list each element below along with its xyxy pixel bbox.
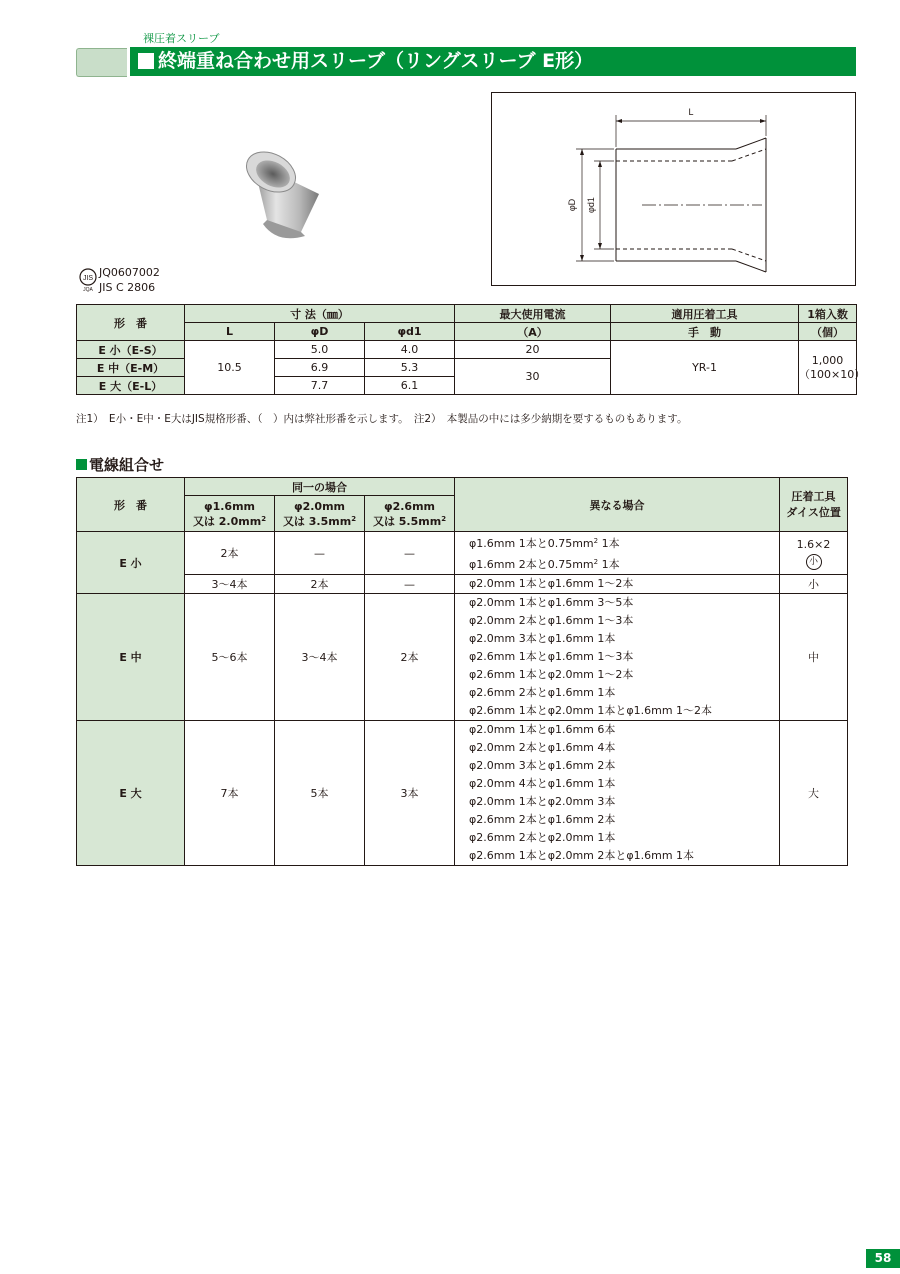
combo-header-same: 同一の場合 bbox=[185, 478, 455, 496]
spec-d1: 6.1 bbox=[365, 377, 455, 395]
combo-row-small-2 bbox=[77, 575, 848, 594]
standard-code-jis: JIS C 2806 bbox=[99, 281, 156, 294]
spec-note: 注1） E小・E中・E大はJIS規格形番、（ ）内は弊社形番を示します。 注2） 本製品の中には多少納期を要するものもあります。 bbox=[76, 413, 688, 425]
standard-code-jq: JQ0607002 bbox=[99, 266, 160, 279]
category-label: 裸圧着スリーブ bbox=[143, 32, 220, 45]
spec-header-tool: 適用圧着工具 bbox=[611, 305, 799, 323]
diff-line: φ2.0mm 1本とφ2.0mm 3本 bbox=[469, 795, 616, 808]
spec-header-model: 形 番 bbox=[77, 305, 185, 341]
combo-row-small-1 bbox=[77, 532, 848, 575]
diff-line: φ2.6mm 1本とφ2.0mm 1〜2本 bbox=[469, 668, 634, 681]
spec-d: 5.0 bbox=[275, 341, 365, 359]
diff-line: 1本 bbox=[601, 558, 620, 571]
combo-header-c2-sub: 又は 3.5mm bbox=[282, 514, 352, 528]
page-title-text: 終端重ね合わせ用スリーブ（リングスリーブ E形） bbox=[158, 50, 594, 72]
page-title bbox=[130, 47, 856, 76]
title-square-icon bbox=[138, 53, 154, 69]
combo-cell: 2本 bbox=[275, 575, 365, 594]
superscript: 2 bbox=[593, 537, 599, 545]
superscript: 2 bbox=[261, 514, 267, 523]
superscript: 2 bbox=[351, 514, 357, 523]
spec-current-mid-large: 30 bbox=[455, 359, 611, 395]
spec-d1: 4.0 bbox=[365, 341, 455, 359]
section-square-icon bbox=[76, 459, 87, 470]
spec-model: E 大（E-L） bbox=[77, 377, 185, 395]
label-d1: φd1 bbox=[586, 197, 596, 213]
combo-header-c3-text: φ2.6mm bbox=[384, 499, 436, 513]
spec-box-detail: （100×10） bbox=[799, 367, 866, 381]
tool-value: 1.6×2 bbox=[796, 537, 831, 551]
spec-header-current-unit: （A） bbox=[455, 323, 611, 341]
combo-header-c2 bbox=[275, 496, 365, 532]
spec-header-dims: 寸 法（㎜） bbox=[185, 305, 455, 323]
combo-cell: — bbox=[365, 532, 455, 575]
combo-table bbox=[76, 477, 848, 866]
dimension-drawing bbox=[491, 92, 856, 286]
combo-header-c2-text: φ2.0mm bbox=[293, 499, 345, 513]
spec-l-value: 10.5 bbox=[185, 341, 275, 395]
spec-header-d1: φd1 bbox=[365, 323, 455, 341]
spec-tool-value: YR-1 bbox=[611, 341, 799, 395]
diff-line: φ2.0mm 1本とφ1.6mm 6本 bbox=[469, 723, 616, 736]
diff-line: φ2.0mm 1本とφ1.6mm 3〜5本 bbox=[469, 596, 634, 609]
spec-d: 7.7 bbox=[275, 377, 365, 395]
combo-row-mid bbox=[77, 594, 848, 721]
combo-cell: 2本 bbox=[185, 532, 275, 575]
section-title bbox=[76, 454, 164, 475]
jis-mark-text: JIS bbox=[82, 275, 94, 282]
spec-header-d: φD bbox=[275, 323, 365, 341]
jis-mark-sub: JQA bbox=[83, 287, 93, 292]
diff-line: φ2.6mm 1本とφ1.6mm 1〜3本 bbox=[469, 650, 634, 663]
diff-line: φ2.6mm 2本とφ2.0mm 1本 bbox=[469, 831, 616, 844]
diff-line: φ2.6mm 1本とφ2.0mm 1本とφ1.6mm 1〜2本 bbox=[469, 704, 713, 717]
combo-header-tool bbox=[780, 478, 848, 532]
superscript: 2 bbox=[593, 558, 599, 566]
combo-cell: 3〜4本 bbox=[275, 594, 365, 721]
combo-diff-cell bbox=[455, 532, 780, 575]
combo-header-tool-text: 圧着工具 bbox=[791, 489, 836, 503]
combo-row-large bbox=[77, 721, 848, 866]
combo-header-tool-sub: ダイス位置 bbox=[786, 505, 841, 519]
combo-header-c3-sub: 又は 5.5mm bbox=[372, 514, 442, 528]
combo-header-c1-sub: 又は 2.0mm bbox=[192, 514, 262, 528]
combo-diff-cell bbox=[455, 721, 780, 866]
combo-diff-cell bbox=[455, 594, 780, 721]
combo-cell: 7本 bbox=[185, 721, 275, 866]
combo-tool-mid: 中 bbox=[780, 594, 848, 721]
spec-model: E 小（E-S） bbox=[77, 341, 185, 359]
combo-cell: 3〜4本 bbox=[185, 575, 275, 594]
product-photo bbox=[225, 132, 345, 252]
spec-header-tool-type: 手 動 bbox=[611, 323, 799, 341]
combo-tool-small-1 bbox=[780, 532, 848, 575]
combo-cell: 3本 bbox=[365, 721, 455, 866]
spec-table bbox=[76, 304, 866, 395]
diff-line: φ2.6mm 2本とφ1.6mm 2本 bbox=[469, 813, 616, 826]
diff-line: φ2.6mm 2本とφ1.6mm 1本 bbox=[469, 686, 616, 699]
combo-cell: — bbox=[365, 575, 455, 594]
combo-model-small: E 小 bbox=[77, 532, 185, 594]
spec-model: E 中（E-M） bbox=[77, 359, 185, 377]
spec-row-small bbox=[77, 341, 857, 359]
combo-cell: — bbox=[275, 532, 365, 575]
spec-box-count: 1,000 bbox=[811, 353, 844, 367]
diff-line: φ2.0mm 2本とφ1.6mm 4本 bbox=[469, 741, 616, 754]
combo-diff-cell: φ2.0mm 1本とφ1.6mm 1〜2本 bbox=[455, 575, 780, 594]
combo-header-model: 形 番 bbox=[77, 478, 185, 532]
section-title-text: 電線組合せ bbox=[89, 456, 165, 474]
page-number: 58 bbox=[866, 1249, 900, 1268]
diff-line: φ2.6mm 1本とφ2.0mm 2本とφ1.6mm 1本 bbox=[469, 849, 695, 862]
combo-cell: 2本 bbox=[365, 594, 455, 721]
spec-header-l: L bbox=[185, 323, 275, 341]
combo-cell: 5本 bbox=[275, 721, 365, 866]
combo-header-diff: 異なる場合 bbox=[455, 478, 780, 532]
spec-d: 6.9 bbox=[275, 359, 365, 377]
combo-header-c1 bbox=[185, 496, 275, 532]
combo-tool-large: 大 bbox=[780, 721, 848, 866]
spec-box-cell bbox=[799, 341, 866, 395]
diff-line: φ2.0mm 3本とφ1.6mm 1本 bbox=[469, 632, 616, 645]
spec-d1: 5.3 bbox=[365, 359, 455, 377]
jis-mark-icon bbox=[78, 268, 98, 292]
diff-line: φ1.6mm 1本と0.75mm bbox=[469, 537, 594, 550]
circled-mark-icon: 小 bbox=[806, 554, 822, 570]
diff-line: 1本 bbox=[601, 537, 620, 550]
diff-line: φ2.0mm 3本とφ1.6mm 2本 bbox=[469, 759, 616, 772]
diff-line: φ2.0mm 4本とφ1.6mm 1本 bbox=[469, 777, 616, 790]
superscript: 2 bbox=[441, 514, 447, 523]
combo-header-c1-text: φ1.6mm bbox=[203, 499, 255, 513]
combo-model-large: E 大 bbox=[77, 721, 185, 866]
spec-header-box-unit: （個） bbox=[799, 323, 857, 341]
header-tab-decoration bbox=[76, 48, 127, 77]
spec-header-current: 最大使用電流 bbox=[455, 305, 611, 323]
spec-header-box: 1箱入数 bbox=[799, 305, 857, 323]
combo-model-mid: E 中 bbox=[77, 594, 185, 721]
spec-current-small: 20 bbox=[455, 341, 611, 359]
diff-line: φ2.0mm 2本とφ1.6mm 1〜3本 bbox=[469, 614, 634, 627]
drawing-svg bbox=[492, 93, 855, 285]
diff-line: φ1.6mm 2本と0.75mm bbox=[469, 558, 594, 571]
combo-header-c3 bbox=[365, 496, 455, 532]
label-d: φD bbox=[567, 198, 577, 212]
label-l: L bbox=[688, 107, 694, 117]
combo-cell: 5〜6本 bbox=[185, 594, 275, 721]
combo-tool-small-2: 小 bbox=[780, 575, 848, 594]
